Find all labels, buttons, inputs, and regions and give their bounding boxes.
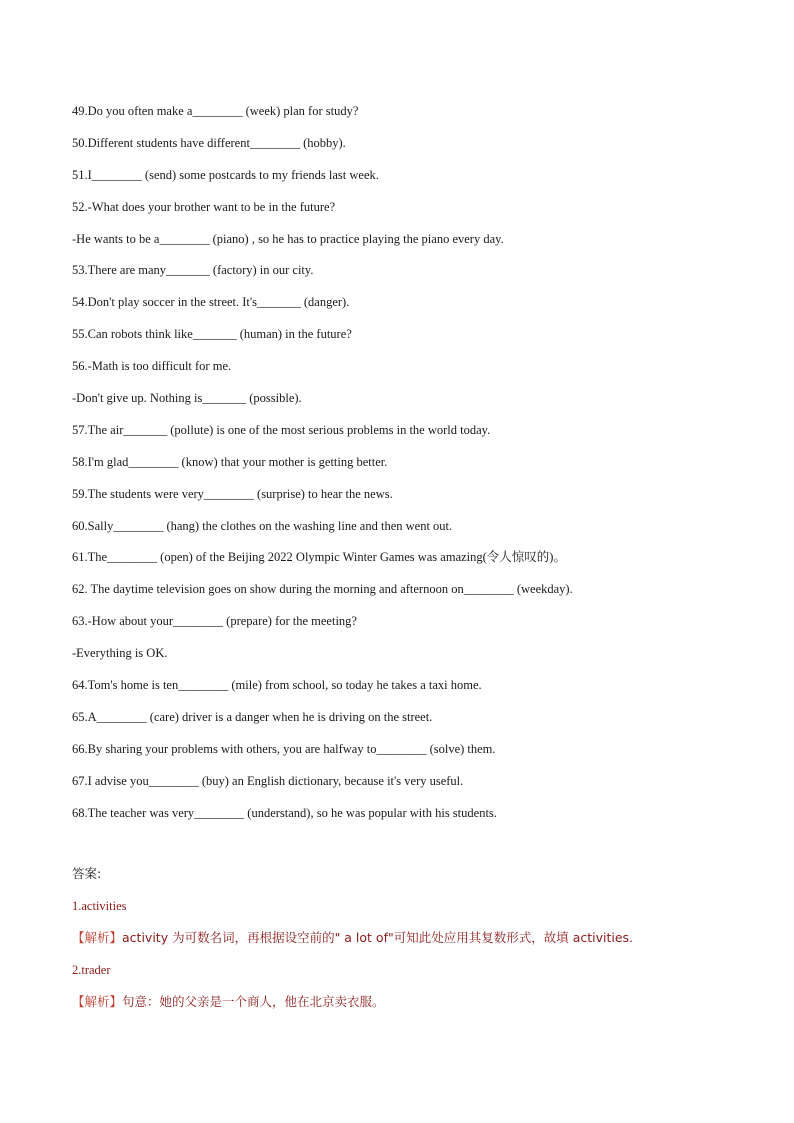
explanation-tag: 【解析】 [72,930,123,945]
question-line: 68.The teacher was very________ (understand), so he was popular with his students. [72,805,497,820]
question-line: 51.I________ (send) some postcards to my friends last week. [72,167,379,182]
explanation-tag: 【解析】 [72,994,123,1009]
answers-heading: 答案: [72,866,102,881]
question-line: -Everything is OK. [72,646,168,661]
question-line: 64.Tom's home is ten________ (mile) from school, so today he takes a taxi home. [72,678,482,693]
question-line: 56.-Math is too difficult for me. [72,359,232,374]
question-line: -He wants to be a________ (piano) , so he has to practice playing the piano every day. [72,231,504,246]
question-line: 49.Do you often make a________ (week) plan for study? [72,104,359,118]
question-line: 53.There are many_______ (factory) in our city. [72,263,314,278]
question-list [72,101,732,834]
answer-line: 2.trader [72,963,111,977]
question-line: 62. The daytime television goes on show during the morning and afternoon on________ (weekday). [72,582,573,597]
question-line: -Don't give up. Nothing is_______ (possible). [72,391,302,406]
question-line: 55.Can robots think like_______ (human) in the future? [72,327,352,342]
question-line: 54.Don't play soccer in the street. It's_______ (danger). [72,295,350,310]
question-line: 67.I advise you________ (buy) an English dictionary, because it's very useful. [72,773,464,788]
explanation-text: 句意：她的父亲是一个商人，他在北京卖衣服。 [122,994,385,1009]
answer-line: 1.activities [72,899,127,913]
question-line: 63.-How about your________ (prepare) for the meeting? [72,614,357,629]
answer-section [72,864,732,1024]
question-line: 60.Sally________ (hang) the clothes on the washing line and then went out. [72,518,453,533]
explanation-line [72,928,732,960]
question-line: 52.-What does your brother want to be in the future? [72,199,336,214]
question-line: 61.The________ (open) of the Beijing 2022 Olympic Winter Games was amazing(令人惊叹的)。 [72,550,566,565]
explanation-text: activity 为可数名词，再根据设空前的" a lot of"可知此处应用其复数形式，故填 activities. [122,930,634,945]
question-line: 66.By sharing your problems with others, you are halfway to________ (solve) them. [72,741,496,756]
question-line: 57.The air_______ (pollute) is one of the most serious problems in the world today. [72,422,491,437]
question-line: 59.The students were very________ (surprise) to hear the news. [72,486,393,501]
explanation-line [72,992,732,1024]
question-line: 50.Different students have different________ (hobby). [72,135,346,150]
question-line: 65.A________ (care) driver is a danger when he is driving on the street. [72,709,433,724]
question-line: 58.I'm glad________ (know) that your mother is getting better. [72,454,388,469]
